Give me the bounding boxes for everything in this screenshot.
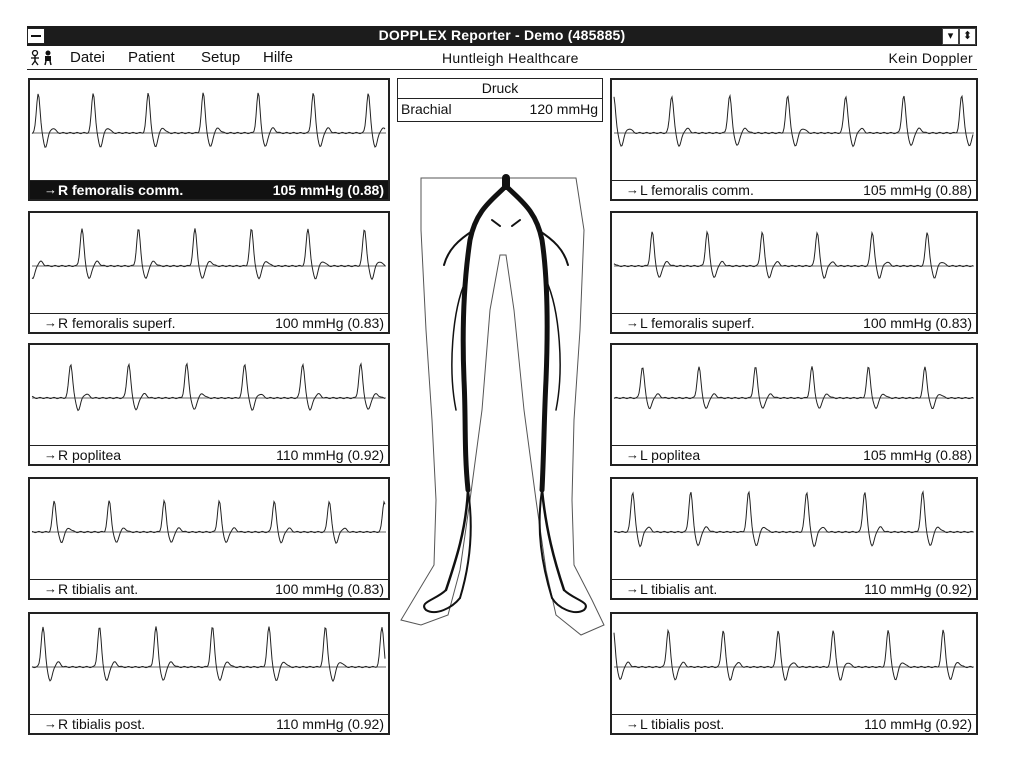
arrow-icon: → [626, 182, 639, 197]
menu-hilfe[interactable]: Hilfe [263, 49, 294, 66]
pressure-site: Brachial [401, 101, 452, 117]
vessel-pressure: 100 mmHg (0.83) [863, 315, 972, 331]
arrow-icon: → [44, 447, 57, 462]
system-menu-button[interactable] [27, 28, 45, 44]
panel-l-tibialis-ant[interactable] [610, 477, 978, 600]
menu-datei[interactable]: Datei [70, 49, 106, 66]
pressure-header: Druck [481, 80, 519, 96]
vessel-name: L tibialis post. [640, 716, 725, 732]
minimize-button[interactable]: ▾ [942, 28, 959, 45]
vessel-name: L poplitea [640, 447, 701, 463]
vessel-pressure: 105 mmHg (0.88) [863, 182, 972, 198]
vessel-pressure: 105 mmHg (0.88) [863, 447, 972, 463]
arrow-icon: → [44, 581, 57, 596]
people-icon[interactable] [28, 50, 56, 66]
waveform [612, 80, 976, 180]
vessel-pressure: 100 mmHg (0.83) [275, 315, 384, 331]
vessel-name: R femoralis comm. [58, 182, 184, 198]
panel-l-femoralis-comm[interactable] [610, 78, 978, 201]
legs-diagram [396, 170, 608, 640]
panel-l-femoralis-superf[interactable] [610, 211, 978, 334]
waveform [612, 614, 976, 714]
vessel-pressure: 110 mmHg (0.92) [864, 581, 972, 597]
vessel-name: R poplitea [58, 447, 122, 463]
vessel-name: L femoralis comm. [640, 182, 754, 198]
panel-r-poplitea[interactable] [28, 343, 390, 466]
waveform [612, 213, 976, 313]
vessel-name: L femoralis superf. [640, 315, 755, 331]
arrow-icon: → [626, 581, 639, 596]
arrow-icon: → [626, 716, 639, 731]
title-bar [27, 26, 977, 46]
menu-bar [27, 47, 977, 70]
panel-l-tibialis-post[interactable] [610, 612, 978, 735]
window-title: DOPPLEX Reporter - Demo (485885) [378, 27, 626, 43]
vessel-pressure: 110 mmHg (0.92) [276, 447, 384, 463]
vessel-pressure: 100 mmHg (0.83) [275, 581, 384, 597]
waveform [612, 345, 976, 445]
waveform [612, 479, 976, 579]
vessel-name: R tibialis post. [58, 716, 146, 732]
menu-patient[interactable]: Patient [128, 49, 175, 66]
maximize-button[interactable]: ⬍ [959, 28, 976, 45]
arrow-icon: → [44, 182, 57, 197]
vessel-pressure: 110 mmHg (0.92) [276, 716, 384, 732]
panel-r-tibialis-post[interactable] [28, 612, 390, 735]
vessel-name: R femoralis superf. [58, 315, 176, 331]
panel-l-poplitea[interactable] [610, 343, 978, 466]
panel-r-tibialis-ant[interactable] [28, 477, 390, 600]
panel-r-femoralis-comm[interactable] [28, 78, 390, 201]
pressure-value: 120 mmHg [529, 101, 598, 117]
waveform [30, 80, 388, 180]
vessel-name: L tibialis ant. [640, 581, 718, 597]
waveform [30, 345, 388, 445]
brand-label: Huntleigh Healthcare [442, 50, 579, 66]
vessel-pressure: 110 mmHg (0.92) [864, 716, 972, 732]
doppler-status: Kein Doppler [888, 50, 973, 66]
waveform [30, 479, 388, 579]
waveform [30, 614, 388, 714]
arrow-icon: → [44, 716, 57, 731]
arrow-icon: → [626, 315, 639, 330]
waveform [30, 213, 388, 313]
vessel-name: R tibialis ant. [58, 581, 139, 597]
arrow-icon: → [626, 447, 639, 462]
menu-setup[interactable]: Setup [201, 49, 241, 66]
vessel-pressure: 105 mmHg (0.88) [272, 182, 384, 198]
panel-r-femoralis-superf[interactable] [28, 211, 390, 334]
arrow-icon: → [44, 315, 57, 330]
pressure-box[interactable] [397, 78, 603, 122]
